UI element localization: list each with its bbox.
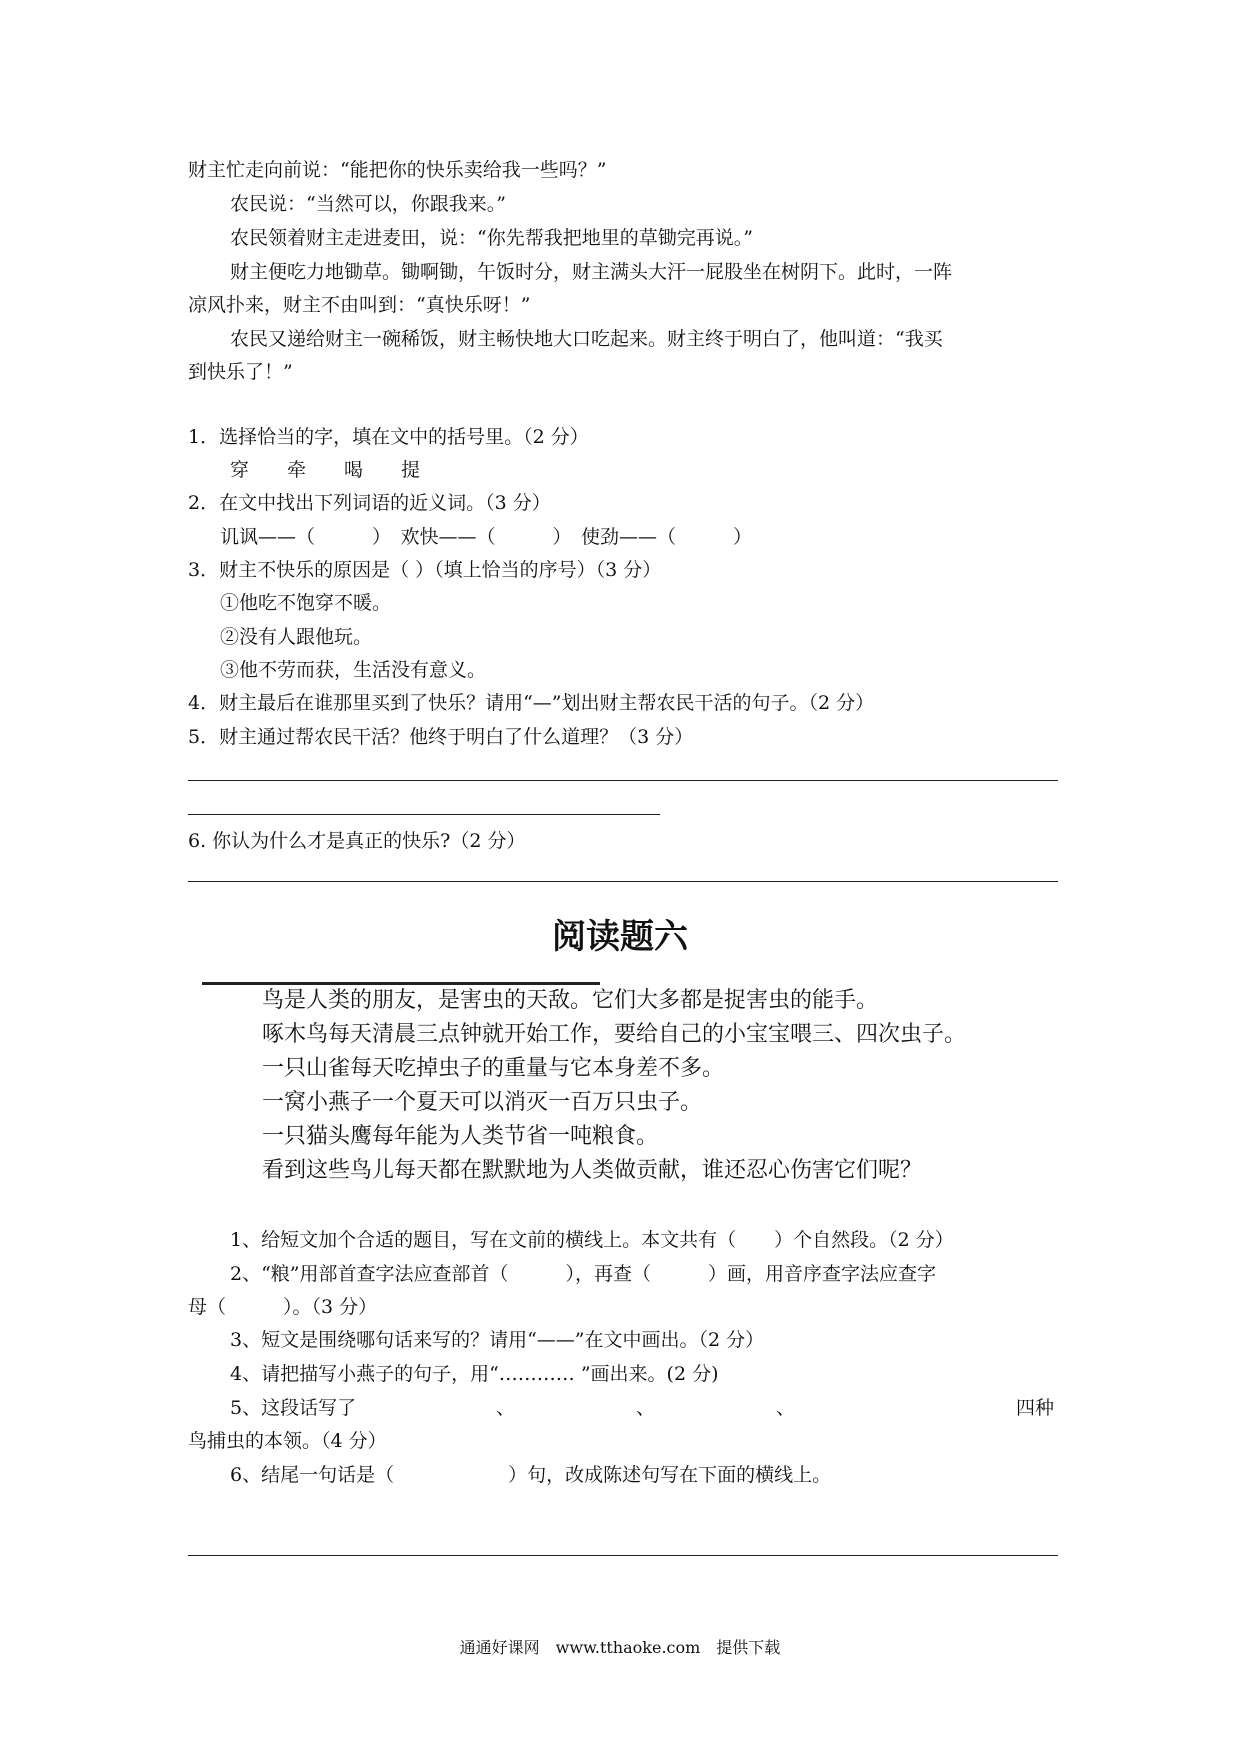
question-4: 4．财主最后在谁那里买到了快乐？请用“—”划出财主帮农民干活的句子。（2 分） xyxy=(188,692,875,714)
question-1-options: 穿 牵 喝 提 xyxy=(230,459,421,481)
question-2: 2、“粮”用部首查字法应查部首（ ），再查（ ）画，用音序查字法应查字 xyxy=(230,1263,937,1285)
story-line: 农民领着财主走进麦田，说：“你先帮我把地里的草锄完再说。” xyxy=(230,227,753,249)
footer-credit: 通通好课网 www.tthaoke.com 提供下载 xyxy=(459,1638,781,1657)
question-5-separator: 、 xyxy=(636,1397,656,1419)
question-5-separator: 、 xyxy=(496,1397,516,1419)
passage-line: 一窝小燕子一个夏天可以消灭一百万只虫子。 xyxy=(262,1090,703,1115)
passage-line: 一只猫头鹰每年能为人类节省一吨粮食。 xyxy=(262,1124,659,1149)
passage-line: 看到这些鸟儿每天都在默默地为人类做贡献，谁还忍心伤害它们呢？ xyxy=(262,1158,923,1183)
question-1: 1、给短文加个合适的题目，写在文前的横线上。本文共有（ ）个自然段。（2 分） xyxy=(230,1229,954,1251)
story-line: 财主便吃力地锄草。锄啊锄，午饭时分，财主满头大汗一屁股坐在树阴下。此时，一阵 xyxy=(230,261,953,283)
passage-line: 一只山雀每天吃掉虫子的重量与它本身差不多。 xyxy=(262,1056,725,1081)
answer-line xyxy=(188,1555,1058,1556)
answer-line xyxy=(188,780,1058,781)
passage-line: 啄木鸟每天清晨三点钟就开始工作，要给自己的小宝宝喂三、四次虫子。 xyxy=(262,1022,967,1047)
question-5: 5、这段话写了 xyxy=(230,1397,357,1419)
story-line: 农民又递给财主一碗稀饭，财主畅快地大口吃起来。财主终于明白了，他叫道：“我买 xyxy=(230,328,943,350)
question-5: 5．财主通过帮农民干活？他终于明白了什么道理？（3 分） xyxy=(188,726,694,748)
story-line: 财主忙走向前说：“能把你的快乐卖给我一些吗？” xyxy=(188,159,607,181)
question-3: 3、短文是围绕哪句话来写的？请用“——”在文中画出。（2 分） xyxy=(230,1329,765,1351)
question-3-option: ③他不劳而获，生活没有意义。 xyxy=(220,659,487,681)
question-3-option: ②没有人跟他玩。 xyxy=(220,626,373,648)
question-4: 4、请把描写小燕子的句子，用“………… ”画出来。(2 分) xyxy=(230,1363,719,1385)
question-6: 6、结尾一句话是（ ）句，改成陈述句写在下面的横线上。 xyxy=(230,1464,832,1486)
passage-line: 鸟是人类的朋友，是害虫的天敌。它们大多都是捉害虫的能手。 xyxy=(262,988,879,1013)
question-5-ending: 四种 xyxy=(1016,1397,1055,1419)
question-3: 3．财主不快乐的原因是（ ）（填上恰当的序号）（3 分） xyxy=(188,559,662,581)
title-blank-line xyxy=(202,982,600,985)
story-line: 农民说：“当然可以，你跟我来。” xyxy=(230,193,506,215)
question-6: 6. 你认为什么才是真正的快乐?（2 分） xyxy=(188,830,526,852)
question-2-items: 讥讽——（ ） 欢快——（ ） 使劲——（ ） xyxy=(220,526,753,548)
story-line: 凉风扑来，财主不由叫到：“真快乐呀！” xyxy=(188,294,531,316)
question-1: 1．选择恰当的字，填在文中的括号里。（2 分） xyxy=(188,426,589,448)
question-2-continued: 母（ ）。（3 分） xyxy=(188,1296,378,1318)
question-5-continued: 鸟捕虫的本领。（4 分） xyxy=(188,1430,387,1452)
answer-line xyxy=(188,814,660,815)
story-line: 到快乐了！” xyxy=(188,361,293,383)
question-5-separator: 、 xyxy=(776,1397,796,1419)
question-3-option: ①他吃不饱穿不暖。 xyxy=(220,592,392,614)
section-title: 阅读题六 xyxy=(552,917,688,957)
answer-line xyxy=(188,881,1058,882)
question-2: 2．在文中找出下列词语的近义词。（3 分） xyxy=(188,492,551,514)
